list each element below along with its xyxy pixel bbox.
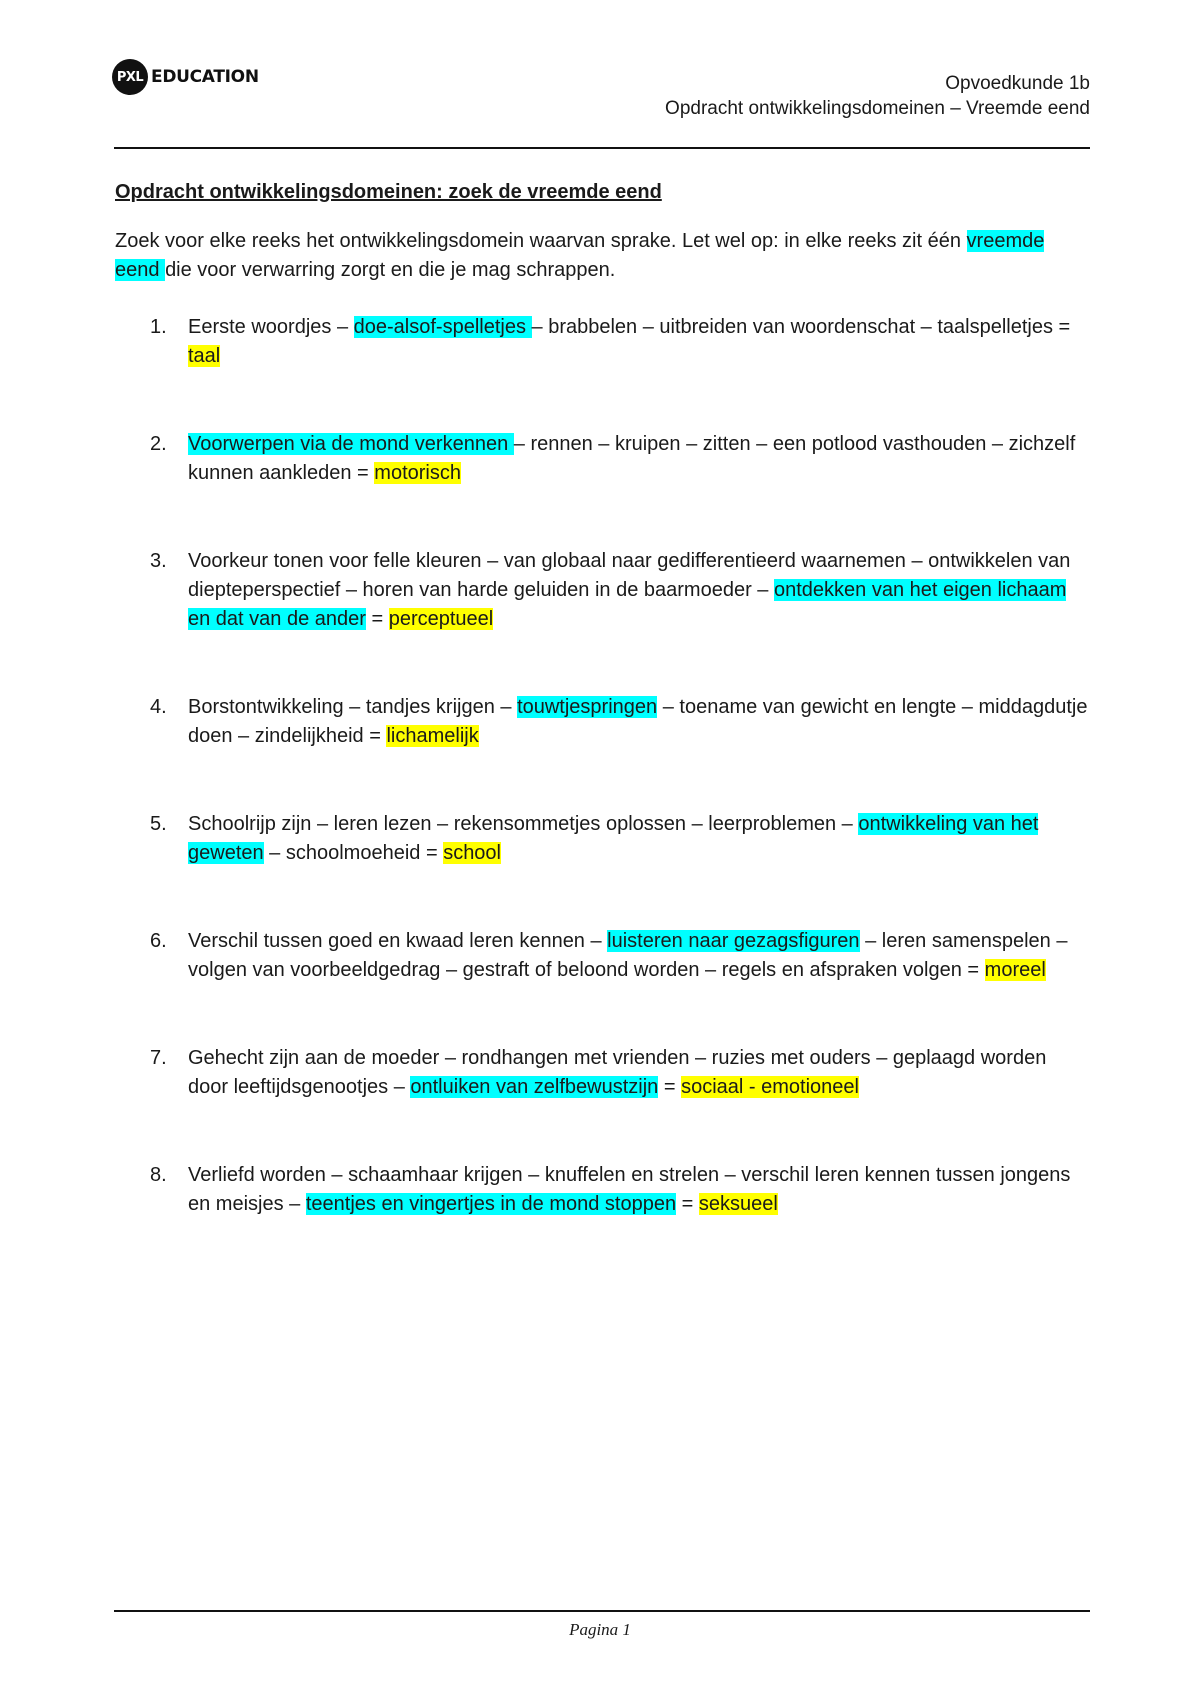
exercise-list bbox=[115, 313, 1090, 1219]
document-body bbox=[115, 178, 1090, 1219]
footer-divider bbox=[114, 1610, 1090, 1612]
odd-one-out: ontdekken van het eigen lichaam en dat van de ander bbox=[188, 579, 1067, 630]
domain-answer: seksueel bbox=[698, 1193, 778, 1215]
logo-text: EDUCATION bbox=[151, 67, 259, 87]
odd-one-out: luisteren naar gezagsfiguren bbox=[607, 930, 860, 952]
odd-one-out: doe-alsof-spelletjes bbox=[353, 316, 532, 338]
course-name: Opvoedkunde 1b bbox=[945, 73, 1090, 94]
assignment-title: Opdracht ontwikkelingsdomeinen: zoek de vreemde eend bbox=[115, 181, 662, 203]
exercise-item-7 bbox=[115, 1044, 1090, 1102]
domain-answer: moreel bbox=[984, 959, 1046, 981]
domain-answer: motorisch bbox=[374, 462, 461, 484]
item-text: = bbox=[676, 1193, 699, 1215]
item-number: 2. bbox=[150, 433, 167, 455]
domain-answer: school bbox=[443, 842, 501, 864]
item-number: 6. bbox=[150, 930, 167, 952]
item-number: 3. bbox=[150, 550, 167, 572]
item-number: 1. bbox=[150, 316, 167, 338]
item-text: = bbox=[365, 608, 389, 630]
intro-text: Zoek voor elke reeks het ontwikkelingsdomein waarvan sprake. Let wel op: in elke reeks zit één bbox=[115, 230, 967, 252]
exercise-item-5 bbox=[115, 810, 1090, 868]
odd-one-out: Voorwerpen via de mond verkennen bbox=[188, 433, 514, 455]
page-header bbox=[665, 71, 1090, 121]
item-text: – schoolmoeheid = bbox=[263, 842, 444, 864]
item-text: – brabbelen – uitbreiden van woordenschat – taalspelletjes = bbox=[531, 316, 1071, 338]
document-subtitle: Opdracht ontwikkelingsdomeinen – Vreemde eend bbox=[665, 98, 1090, 119]
domain-answer: lichamelijk bbox=[386, 725, 479, 747]
exercise-item-4 bbox=[115, 693, 1090, 751]
exercise-item-3 bbox=[115, 547, 1090, 634]
item-text: Eerste woordjes – bbox=[188, 316, 354, 338]
logo-badge: PXL bbox=[112, 59, 148, 95]
item-text: = bbox=[658, 1076, 682, 1098]
item-number: 5. bbox=[150, 813, 167, 835]
intro-text-end: die voor verwarring zorgt en die je mag schrappen. bbox=[165, 259, 616, 281]
odd-one-out: ontwikkeling van het geweten bbox=[188, 813, 1039, 864]
item-number: 7. bbox=[150, 1047, 167, 1069]
intro-paragraph bbox=[115, 227, 1090, 285]
item-text: Borstontwikkeling – tandjes krijgen – bbox=[188, 696, 518, 718]
item-text: – rennen – kruipen – zitten – een potlood vasthouden – zichzelf kunnen aankleden = bbox=[188, 433, 1076, 484]
item-text: Verschil tussen goed en kwaad leren kennen – bbox=[188, 930, 608, 952]
exercise-item-1 bbox=[115, 313, 1090, 371]
page-number: Pagina 1 bbox=[569, 1620, 631, 1639]
domain-answer: perceptueel bbox=[388, 608, 494, 630]
odd-one-out: ontluiken van zelfbewustzijn bbox=[410, 1076, 659, 1098]
item-number: 8. bbox=[150, 1164, 167, 1186]
item-text: – leren samenspelen – volgen van voorbeeldgedrag – gestraft of beloond worden – regels en afspraken volgen = bbox=[188, 930, 1068, 981]
domain-answer: sociaal - emotioneel bbox=[681, 1076, 859, 1098]
exercise-item-6 bbox=[115, 927, 1090, 985]
pxl-education-logo bbox=[112, 60, 259, 94]
item-text: Schoolrijp zijn – leren lezen – rekensommetjes oplossen – leerproblemen – bbox=[188, 813, 859, 835]
header-divider bbox=[114, 147, 1090, 149]
item-text: Verliefd worden – schaamhaar krijgen – knuffelen en strelen – verschil leren kennen tussen jongens en meisjes – bbox=[188, 1164, 1071, 1215]
item-text: Voorkeur tonen voor felle kleuren – van globaal naar gedifferentieerd waarnemen – ontwikkelen van diepteperspectief – horen van harde geluiden in de baarmoeder – bbox=[188, 550, 1071, 601]
exercise-item-8 bbox=[115, 1161, 1090, 1219]
item-text: – toename van gewicht en lengte – middagdutje doen – zindelijkheid = bbox=[188, 696, 1088, 747]
domain-answer: taal bbox=[188, 345, 221, 367]
exercise-item-2 bbox=[115, 430, 1090, 488]
odd-one-out: teentjes en vingertjes in de mond stoppen bbox=[305, 1193, 677, 1215]
item-number: 4. bbox=[150, 696, 167, 718]
intro-highlight: vreemde eend bbox=[115, 230, 1045, 281]
item-text: Gehecht zijn aan de moeder – rondhangen met vrienden – ruzies met ouders – geplaagd worden door leeftijdsgenootjes – bbox=[188, 1047, 1047, 1098]
odd-one-out: touwtjespringen bbox=[517, 696, 658, 718]
